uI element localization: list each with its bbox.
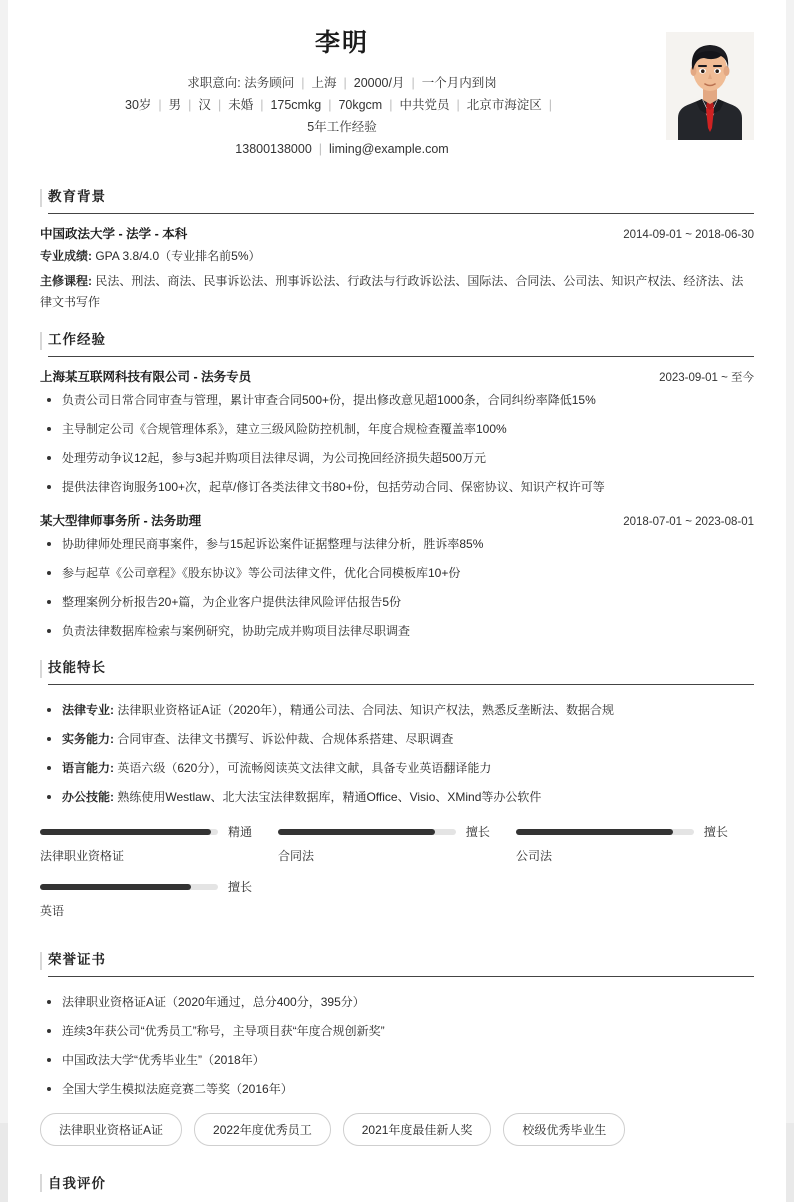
education-courses-line [40, 271, 754, 313]
honor-tag[interactable]: 校级优秀毕业生 [503, 1113, 625, 1146]
separator-icon: | [217, 98, 222, 112]
basic-info-6: 中共党员 [399, 98, 450, 112]
skill-bar-level: 擅长 [703, 825, 728, 839]
list-item: 整理案例分析报告20+篇，为企业客户提供法律风险评估报告5份 [40, 593, 754, 612]
entry-header [40, 511, 754, 529]
header-text-block [40, 28, 754, 160]
separator-icon: | [389, 98, 393, 112]
list-item: 法律职业资格证A证（2020年通过，总分400分，395分） [40, 993, 754, 1012]
phone-number: 13800138000 [235, 142, 312, 156]
skill-bar-row [40, 878, 252, 895]
honor-tag[interactable]: 法律职业资格证A证 [40, 1113, 182, 1146]
education-gpa-label: 专业成绩: [40, 249, 92, 263]
work-bullet-list [40, 391, 754, 497]
skills-bullet-list [40, 701, 754, 807]
basic-info-7: 北京市海淀区 [466, 98, 542, 112]
email-address: liming@example.com [329, 142, 449, 156]
list-item: 连续3年获公司“优秀员工”称号，主导项目获“年度合规创新奖” [40, 1022, 754, 1041]
separator-icon: | [411, 76, 415, 90]
honors-bullet-list [40, 993, 754, 1099]
resume-header [40, 28, 754, 170]
honor-tag[interactable]: 2021年度最佳新人奖 [343, 1113, 492, 1146]
list-item: 全国大学生模拟法庭竞赛二等奖（2016年） [40, 1080, 754, 1099]
separator-icon: | [318, 142, 323, 156]
skill-bar-level: 擅长 [465, 825, 490, 839]
honor-tag-list [40, 1113, 754, 1156]
basic-info-line [40, 94, 644, 116]
skill-label: 办公技能: [62, 790, 114, 804]
section-divider [48, 213, 754, 214]
objective-value-1: 上海 [311, 76, 337, 90]
section-header-work [40, 331, 754, 357]
education-courses-value: 民法、刑法、商法、民事诉讼法、刑事诉讼法、行政法与行政诉讼法、国际法、合同法、公司法、知识产权法、经济法、法律文书写作 [40, 274, 744, 309]
section-body-work [40, 357, 754, 641]
portrait-illustration [666, 32, 754, 140]
work-bullet-list [40, 535, 754, 641]
section-title-honors: 荣誉证书 [48, 952, 106, 967]
education-school: 中国政法大学 - 法学 - 本科 [40, 227, 188, 241]
skill-bar-item [40, 878, 278, 919]
job-objective-line [40, 72, 644, 94]
section-title-self-evaluation: 自我评价 [40, 1172, 754, 1192]
skill-bar-fill [516, 829, 673, 835]
skill-bar-track [40, 884, 218, 890]
skill-bar-name: 公司法 [515, 849, 552, 863]
candidate-name: 李明 [314, 29, 369, 57]
list-item [40, 730, 754, 749]
section-divider [48, 356, 754, 357]
objective-value-3: 一个月内到岗 [421, 76, 497, 90]
separator-icon: | [188, 98, 192, 112]
skill-bar-item [278, 823, 516, 864]
skill-label: 实务能力: [62, 732, 114, 746]
skill-label: 语言能力: [62, 761, 114, 775]
experience-years-line: 5年工作经验 [307, 120, 377, 134]
work-date: 2023-09-01 ~ 至今 [659, 372, 754, 384]
objective-value-2: 20000/月 [353, 76, 405, 90]
contact-line [40, 138, 644, 160]
work-company-role: 某大型律师事务所 - 法务助理 [40, 514, 202, 528]
skill-bar-row [278, 823, 490, 840]
separator-icon: | [456, 98, 460, 112]
list-item: 负责法律数据库检索与案例研究，协助完成并购项目法律尽职调查 [40, 622, 754, 641]
objective-value-0: 法务顾问 [244, 76, 295, 90]
list-item: 提供法律咨询服务100+次，起草/修订各类法律文书80+份，包括劳动合同、保密协议、知识产权许可等 [40, 478, 754, 497]
education-gpa-value: GPA 3.8/4.0（专业排名前5%） [92, 249, 261, 263]
list-item: 中国政法大学“优秀毕业生”（2018年） [40, 1051, 754, 1070]
education-entry [40, 224, 754, 313]
skill-bar-fill [278, 829, 435, 835]
list-item: 主导制定公司《合规管理体系》，建立三级风险防控机制，年度合规检查覆盖率100% [40, 420, 754, 439]
section-header-honors [40, 951, 754, 977]
list-item [40, 701, 754, 720]
separator-icon: | [158, 98, 162, 112]
list-item [40, 759, 754, 778]
separator-icon: | [548, 98, 552, 112]
section-title-skills: 技能特长 [48, 660, 106, 675]
skill-bar-level: 擅长 [227, 880, 252, 894]
skill-bar-level: 精通 [227, 825, 252, 839]
basic-info-2: 汉 [198, 98, 211, 112]
skill-bar-track [278, 829, 456, 835]
list-item [40, 788, 754, 807]
list-item: 处理劳动争议12起，参与3起并购项目法律尽调，为公司挽回经济损失超500万元 [40, 449, 754, 468]
list-item: 协助律师处理民商事案件，参与15起诉讼案件证据整理与法律分析，胜诉率85% [40, 535, 754, 554]
skill-label: 法律专业: [62, 703, 114, 717]
section-divider [48, 684, 754, 685]
section-work-experience [40, 331, 754, 641]
section-body-skills [40, 685, 754, 933]
section-divider [48, 976, 754, 977]
section-header-skills [40, 659, 754, 685]
skill-bar-track [516, 829, 694, 835]
skill-bar-name: 英语 [40, 904, 65, 918]
section-title-education: 教育背景 [48, 189, 106, 204]
basic-info-0: 30岁 [125, 98, 152, 112]
work-entry [40, 367, 754, 497]
work-company-role: 上海某互联网科技有限公司 - 法务专员 [40, 370, 252, 384]
skill-bars [40, 823, 754, 933]
section-header-education [40, 188, 754, 214]
skill-bar-fill [40, 884, 191, 890]
basic-info-4: 175cmkg [270, 98, 322, 112]
avatar [666, 32, 754, 140]
work-entry [40, 511, 754, 641]
education-date: 2014-09-01 ~ 2018-06-30 [623, 229, 754, 241]
section-body-honors [40, 977, 754, 1156]
skill-text: 英语六级（620分），可流畅阅读英文法律文献，具备专业英语翻译能力 [114, 761, 492, 775]
basic-info-3: 未婚 [228, 98, 254, 112]
section-education [40, 188, 754, 313]
skill-bar-name: 法律职业资格证 [40, 849, 125, 863]
basic-info-5: 70kgcm [338, 98, 383, 112]
skill-text: 法律职业资格证A证（2020年），精通公司法、合同法、知识产权法，熟悉反垄断法、数据合规 [114, 703, 615, 717]
list-item: 负责公司日常合同审查与管理，累计审查合同500+份，提出修改意见超1000条，合同纠纷率降低15% [40, 391, 754, 410]
job-objective-label: 求职意向: [187, 76, 241, 90]
education-gpa-line [40, 246, 754, 267]
skill-bar-name: 合同法 [277, 849, 314, 863]
skill-bar-track [40, 829, 218, 835]
section-skills [40, 659, 754, 933]
honor-tag[interactable]: 2022年度优秀员工 [194, 1113, 331, 1146]
section-title-work: 工作经验 [48, 332, 106, 347]
skill-text: 熟练使用Westlaw、北大法宝法律数据库，精通Office、Visio、XMind等办公软件 [114, 790, 542, 804]
section-self-evaluation [40, 1172, 754, 1192]
separator-icon: | [328, 98, 332, 112]
separator-icon: | [343, 76, 347, 90]
work-date: 2018-07-01 ~ 2023-08-01 [623, 516, 754, 528]
skill-bar-row [516, 823, 728, 840]
entry-header [40, 367, 754, 385]
list-item: 参与起草《公司章程》《股东协议》等公司法律文件，优化合同模板库10+份 [40, 564, 754, 583]
entry-header [40, 224, 754, 242]
skill-text: 合同审查、法律文书撰写、诉讼仲裁、合规体系搭建、尽职调查 [114, 732, 454, 746]
skill-bar-fill [40, 829, 211, 835]
separator-icon: | [301, 76, 305, 90]
education-courses-label: 主修课程: [40, 274, 92, 288]
skill-bar-item [516, 823, 754, 864]
basic-info-1: 男 [168, 98, 182, 112]
resume-sheet [8, 0, 786, 1202]
section-honors [40, 951, 754, 1156]
skill-bar-item [40, 823, 278, 864]
skill-bar-row [40, 823, 252, 840]
separator-icon: | [260, 98, 264, 112]
section-body-education [40, 214, 754, 313]
